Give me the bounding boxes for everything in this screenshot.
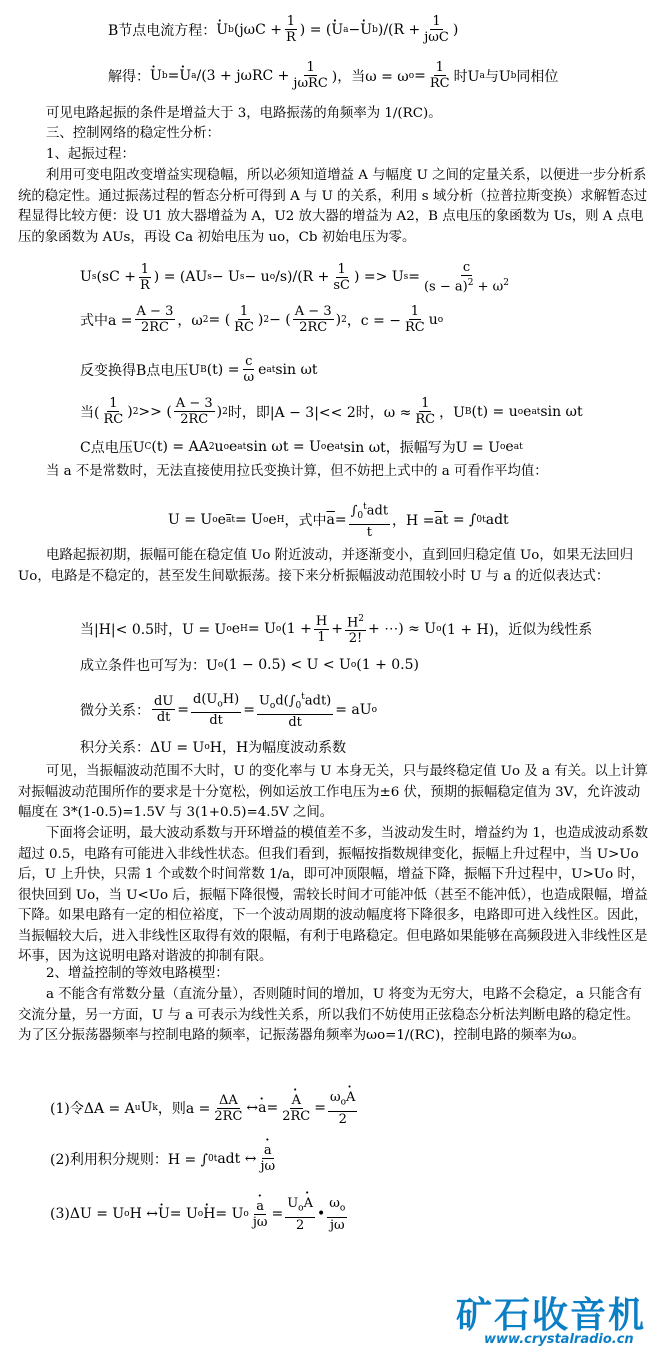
equation-solve: 解得： · U b = · U a /(3 + jωRC + $\frac{1}{\text{jωRC}}$ )，当ω = ω o = $\frac{1}{RC}$ 时U a 与U b 同相位 [108, 60, 558, 91]
paragraph-fluctuation-range: 可见，当振幅波动范围不大时，U 的变化率与 U 本身无关，只与最终稳定值 Uo 及 a 有关。以上计算对振幅波动范围所作的要求是十分宽松，例如运放工作电压为±6 伏，预期的振幅稳定值为 3V，允许波动幅度在 3*(1-0.5)=1.5V 与 3(1+0.5)=4.5V 之间。 [18, 764, 648, 820]
equation-b-node: B节点电流方程： · U b (jωC + $\frac{1}{R}$ ) = ( · U a − · U b )/(R + $\frac{1}{\text{jωC}}$ ) [108, 14, 458, 45]
paragraph-gain-control: 利用可变电阻改变增益实现稳幅，所以必须知道增益 A 与幅度 U 之间的定量关系，以便进一步分析系统的稳定性。通过振荡过程的暂态分析可得到 A 与 U 的关系，利用 s 域分析（拉普拉斯变换）求解暂态过程显得比较方便：设 U1 放大器增益为 A，U2 放大器的增益为 A2，B 点电压的象函数为 Us，则 A 点电压的象函数为 AUs，再设 Ca 初始电压为 uo，Cb 初始电压为零。 [18, 168, 648, 245]
equation-step-1: (1)令ΔA = A u U k ，则a = $\frac{\Delta A}{2RC}$ ↔ · a = · $\frac{A}{2RC}$ = $\frac{\omega_o\cdot A}{2}$ [50, 1090, 359, 1127]
equation-approximation: 当( $\frac{1}{RC}$ ) 2 >> ( $\frac{A - 3}{2RC}$ ) 2 时，即|A − 3|<< 2时，ω ≈ $\frac{1}{RC}$ ，U B (t) = u o e at sin ωt [80, 396, 583, 427]
equation-average: U = U o e $\overline{a}t$ = U o e H ，式中 $\overline{a}$ = $\frac{\int_0^tadt}{t}$ ，H = $\overline{a}$ t = ∫ 0 t adt [168, 502, 509, 540]
heading-start-up: 1、起振过程： [46, 147, 135, 162]
equation-parameters: 式中a = $\frac{A - 3}{2RC}$ ，ω 2 = ( $\frac{1}{RC}$ ) 2 − ( $\frac{A - 3}{2RC}$ ) 2 ，c = − $\frac{1}{RC}$ u o [80, 304, 444, 335]
watermark-logo: 矿石收音机 [456, 1295, 647, 1336]
equation-differential: 微分关系： $\frac{dU}{dt}$ = $\frac{d(U_oH)}{dt}$ = $\frac{U_od(\int_0^tadt)}{dt}$ = aU o [80, 691, 377, 730]
equation-inverse-transform: 反变换得B点电压U B (t) = $\frac{c}{\omega}$ e at sin ωt [80, 354, 318, 385]
paragraph-startup-fluctuation: 电路起振初期，振幅可能在稳定值 Uo 附近波动，并逐渐变小，直到回归稳定值 Uo，如果无法回归 Uo，电路是不稳定的，甚至发生间歇振荡。接下来分析振幅波动范围较小时 U 与 a 的近似表达式： [18, 548, 634, 584]
equation-condition: 成立条件也可写为：U o (1 − 0.5) < U < U o (1 + 0.5) [80, 657, 419, 674]
heading-equivalent-model: 2、增益控制的等效电路模型： [46, 966, 229, 981]
equation-c-point: C点电压U C (t) = AA 2 u o e at sin ωt = U o e at sin ωt，振幅写为U = U o e at [80, 439, 523, 456]
equation-linear: 当|H|< 0.5时，U = U o e H = U o (1 + $\frac{H}{1}$ + $\frac{H^2}{2!}$ + ⋯) ≈ U o (1 + H)，近似为线性系 [80, 613, 593, 647]
equation-step-3: (3)ΔU = U o H ↔ · U = U o · H = U o · $\frac{a}{j\omega}$ = $\frac{U_o\cdot A}{2}$ • $\frac{\omega_o}{j\omega}$ [50, 1196, 349, 1233]
equation-s-domain: U s (sC + $\frac{1}{R}$ ) = (AU s − U s − u o /s)/(R + $\frac{1}{sC}$ ) => U s = $\frac{c}{(s - a)^2 + \omega^2}$ [80, 260, 509, 295]
equation-integral: 积分关系：ΔU = U o H，H为幅度波动系数 [80, 740, 347, 756]
paragraph-nonlinear: 下面将会证明，最大波动系数与开环增益的模值差不多，当波动发生时，增益约为 1，也造成波动系数超过 0.5，电路有可能进入非线性状态。但我们看到，振幅按指数规律变化，振幅上升过程中，当 U>Uo 后，U 上升快，只需 1 个或数个时间常数 1/a，即可冲顶限幅，增益下降，振幅下升过程中，U>Uo 时，很快回到 Uo，当 U<Uo 后，振幅下降很慢，需较长时间才可能冲低（甚至不能冲低），也造成限幅，增益下降。如果电路有一定的相位裕度，下一个波动周期的波动幅度将下降很多，电路即可进入线性区。因此，当振幅较大后，进入非线性区取得有效的限幅，有利于电路稳定。但电路如果能够在高频段进入非线性区是坏事，因为这说明电路对谐波的抑制有限。 [18, 826, 648, 964]
equation-step-2: (2)利用积分规则：H = ∫ 0 t adt ↔ · $\frac{a}{j\omega}$ [50, 1143, 279, 1174]
paragraph-average-a: 当 a 不是常数时，无法直接使用拉氏变换计算，但不妨把上式中的 a 可看作平均值： [46, 464, 548, 479]
heading-stability-analysis: 三、控制网络的稳定性分析： [46, 126, 221, 141]
watermark-url: www.crystalradio.cn [484, 1332, 634, 1347]
paragraph-ac-component: a 不能含有常数分量（直流分量），否则随时间的增加，U 将变为无穷大，电路不会稳定，a 只能含有交流分量，另一方面，U 与 a 可表示为线性关系，所以我们不妨使用正弦稳态分析法判断电路的稳定性。为了区分振荡器频率与控制电路的频率，记振荡器角频率为ωo=1/(RC)，控制电路的频率为ω。 [18, 987, 642, 1043]
paragraph-oscillation-condition: 可见电路起振的条件是增益大于 3，电路振荡的角频率为 1/(RC)。 [46, 106, 442, 121]
